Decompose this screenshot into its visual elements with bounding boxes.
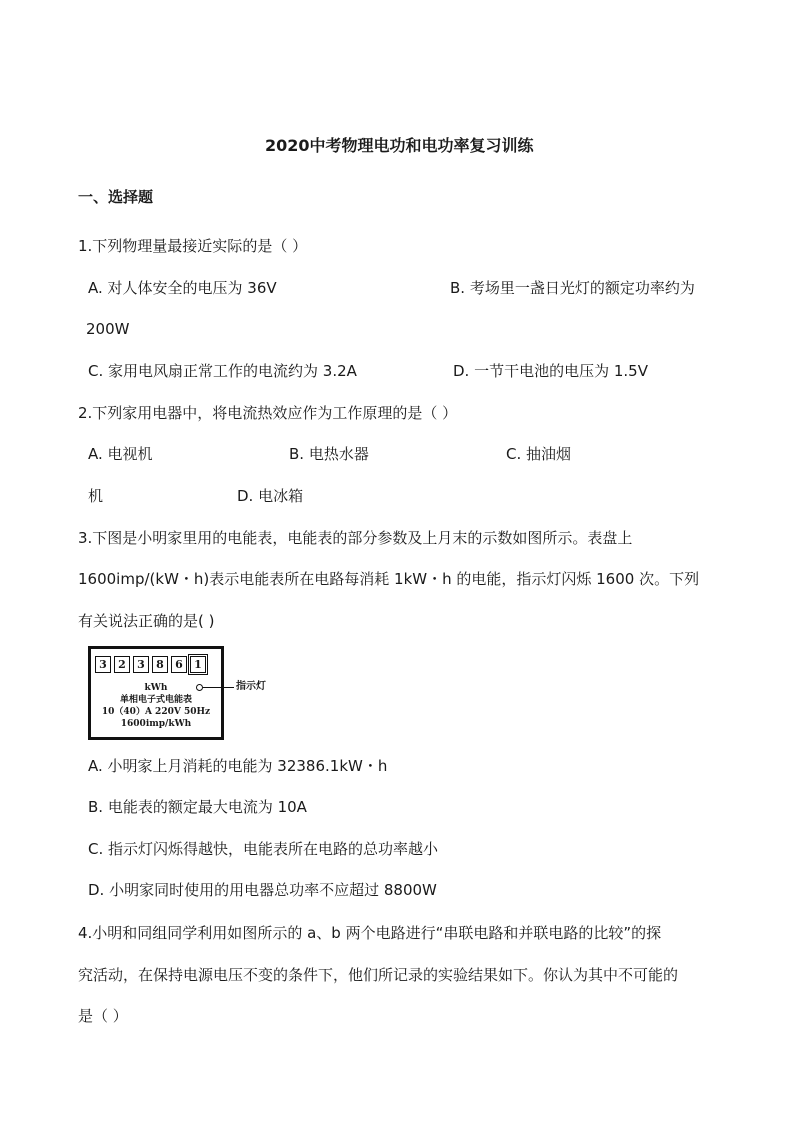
meter-digit: 8: [152, 656, 168, 673]
indicator-label: 指示灯: [236, 681, 266, 692]
meter-digit: 2: [114, 656, 130, 673]
meter-name: 单相电子式电能表: [119, 695, 192, 705]
question-3-option-a: A. 小明家上月消耗的电能为 32386.1kW・h: [88, 757, 388, 775]
question-4-stem-line-1: 4.小明和同组同学利用如图所示的 a、b 两个电路进行“串联电路和并联电路的比较”的探: [78, 924, 662, 942]
question-3-stem-line-2: 1600imp/(kW・h)表示电能表所在电路每消耗 1kW・h 的电能，指示灯闪烁 1600 次。下列: [78, 570, 700, 588]
question-2-stem: 2.下列家用电器中，将电流热效应作为工作原理的是（ ）: [78, 404, 458, 422]
question-4-stem-line-3: 是（ ）: [78, 1007, 128, 1025]
question-1-option-b: B. 考场里一盏日光灯的额定功率约为: [450, 279, 695, 297]
meter-digit: 6: [171, 656, 187, 673]
meter-digit-decimal: 1: [190, 656, 206, 673]
indicator-light-icon: [196, 684, 203, 691]
question-3-stem-line-1: 3.下图是小明家里用的电能表，电能表的部分参数及上月末的示数如图所示。表盘上: [78, 529, 633, 547]
question-3-option-b: B. 电能表的额定最大电流为 10A: [88, 798, 307, 816]
question-4-stem-line-2: 究活动，在保持电源电压不变的条件下，他们所记录的实验结果如下。你认为其中不可能的: [78, 966, 679, 984]
meter-digit: 3: [133, 656, 149, 673]
question-2-option-c-continued: 机: [88, 487, 104, 505]
question-2-option-c: C. 抽油烟: [506, 445, 572, 463]
indicator-leader-line: [203, 687, 234, 688]
question-1-option-d: D. 一节干电池的电压为 1.5V: [453, 362, 648, 380]
question-1-option-c: C. 家用电风扇正常工作的电流约为 3.2A: [88, 362, 357, 380]
section-heading: 一、选择题: [78, 188, 154, 206]
meter-unit: kWh: [144, 683, 168, 693]
meter-digit-row: [95, 656, 206, 673]
electric-meter-figure: [88, 646, 224, 740]
page-title: 2020中考物理电功和电功率复习训练: [265, 136, 534, 155]
question-3-option-d: D. 小明家同时使用的用电器总功率不应超过 8800W: [88, 881, 437, 899]
question-3-option-c: C. 指示灯闪烁得越快，电能表所在电路的总功率越小: [88, 840, 439, 858]
question-1-option-b-continued: 200W: [86, 320, 130, 338]
question-2-option-b: B. 电热水器: [289, 445, 369, 463]
question-2-option-d: D. 电冰箱: [237, 487, 304, 505]
question-3-stem-line-3: 有关说法正确的是( ): [78, 612, 215, 630]
meter-digit: 3: [95, 656, 111, 673]
question-2-option-a: A. 电视机: [88, 445, 153, 463]
meter-rating: 10（40）A 220V 50Hz: [101, 707, 211, 717]
question-1-option-a: A. 对人体安全的电压为 36V: [88, 279, 277, 297]
meter-constant: 1600imp/kWh: [120, 719, 192, 729]
question-1-stem: 1.下列物理量最接近实际的是（ ）: [78, 237, 308, 255]
